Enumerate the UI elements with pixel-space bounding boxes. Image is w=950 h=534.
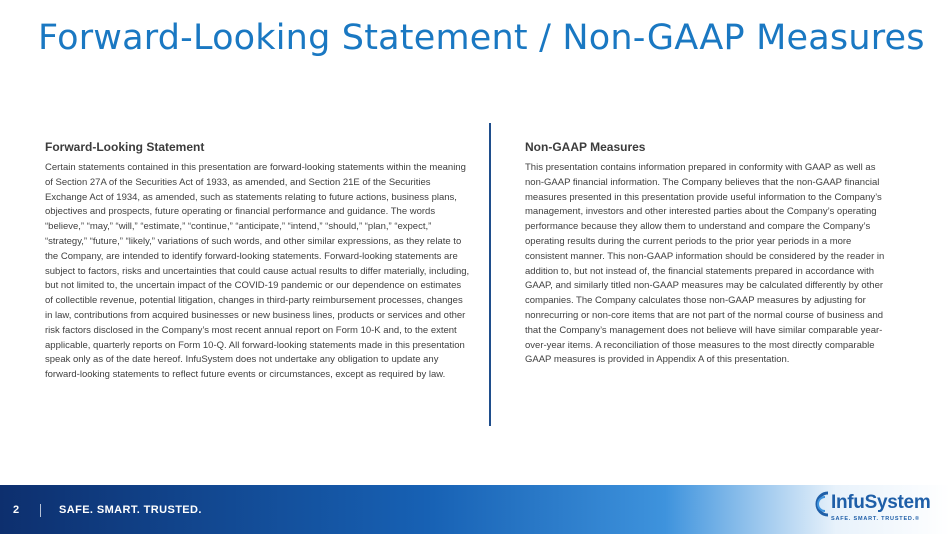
page-number: 2 [13, 504, 20, 516]
infusystem-logo [815, 491, 931, 529]
logo-wordmark: InfuSystem [831, 492, 931, 513]
forward-looking-section [45, 140, 470, 383]
non-gaap-body: This presentation contains information prepared in conformity with GAAP as well as non-GAAP financial information. The Company believes that the non-GAAP financial measures presented in this presentation provide useful information to the Company’s management, investors and other interested parties about the Company’s operating performance because they allow them to understand and compare the Company’s operating results during the current periods to the prior year periods in a more consistent manner. This non-GAAP information should be considered by the reader in addition to, but not instead of, the financial statements prepared in accordance with GAAP, and similarly titled non-GAAP measures may be calculated differently by other companies. The Company calculates those non-GAAP measures by adjusting for nonrecurring or non-core items that are not part of the normal course of business and that the Company’s management does not believe will have similar comparable year-over-year items. A reconciliation of those measures to the most directly comparable GAAP measures is provided in Appendix A of this presentation. [525, 162, 885, 366]
footer-separator [40, 504, 41, 517]
forward-looking-heading: Forward-Looking Statement [45, 140, 205, 154]
non-gaap-heading: Non-GAAP Measures [525, 140, 646, 154]
non-gaap-section [525, 140, 895, 368]
forward-looking-body: Certain statements contained in this presentation are forward-looking statements within the meaning of Section 27A of the Securities Act of 1933, as amended, and Section 21E of the Securities Exchange Act of 1934, as amended, such as statements relating to future actions, business plans, objectives and prospects, future operating or financial performance and guidance. The words “believe,” “may,” “will,” “estimate,” “continue,” “anticipate,” “intend,” “should,” “plan,” “expect,” “strategy,” “future,” “likely,” variations of such words, and other similar expressions, as they relate to the Company, are intended to identify forward-looking statements. Forward-looking statements are subject to factors, risks and uncertainties that could cause actual results to differ materially, including, but not limited to, the uncertain impact of the COVID-19 pandemic or our dependence on estimates of collectible revenue, potential litigation, changes in third-party reimbursement processes, changes in law, contributions from acquired businesses or new business lines, products or services and other risk factors disclosed in the Company’s most recent annual report on Form 10-K and, to the extent applicable, quarterly reports on Form 10-Q. All forward-looking statements made in this presentation speak only as of the date hereof. InfuSystem does not undertake any obligation to update any forward-looking statements to reflect future events or circumstances, except as required by law. [45, 162, 470, 381]
logo-tagline: SAFE. SMART. TRUSTED.® [831, 516, 920, 522]
footer-tagline: SAFE. SMART. TRUSTED. [59, 504, 202, 516]
slide-title: Forward-Looking Statement / Non-GAAP Measures [38, 18, 925, 58]
column-divider [489, 123, 491, 426]
footer-bar [0, 485, 950, 534]
logo-mark-icon [815, 491, 831, 517]
